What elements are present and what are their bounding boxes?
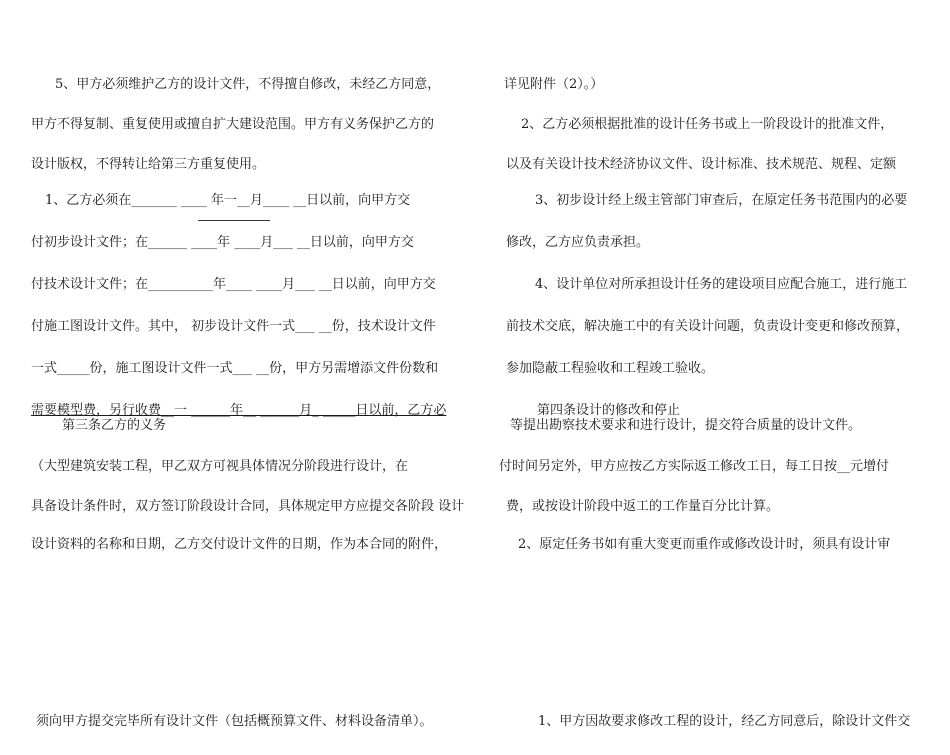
blank-underline [198, 220, 270, 221]
right-line-13: 2、原定任务书如有重大变更而重作或修改设计时，须具有设计审 [518, 537, 891, 552]
left-line-6: 付技术设计文件；在__________年____ ____月___ __日以前，向甲方交 [31, 277, 436, 292]
right-line-3: 以及有关设计技术经济协议文件、设计标准、技术规范、规程、定额 [506, 157, 897, 172]
right-line-7: 前技术交底，解决施工中的有关设计问题，负责设计变更和修改预算， [506, 319, 910, 334]
right-line-14: 1、甲方因故要求修改工程的设计，经乙方同意后，除设计文件交 [538, 714, 911, 729]
section-heading-4: 第四条设计的修改和停止 [537, 403, 681, 418]
left-line-5: 付初步设计文件；在______ ____年 ____月___ __日以前，向甲方交 [31, 235, 414, 250]
right-line-10: 等提出勘察技术要求和进行设计，提交符合质量的设计文件。 [510, 418, 862, 433]
left-line-13: 设计资料的名称和日期，乙方交付设计文件的日期，作为本合同的附件， [31, 537, 448, 552]
right-line-4: 3、初步设计经上级主管部门审查后，在原定任务书范围内的必要 [535, 193, 908, 208]
section-heading-3: 第三条乙方的义务 [62, 418, 167, 433]
right-line-5: 修改，乙方应负责承担。 [506, 235, 650, 250]
left-line-9: 需要模型费，另行收费__一 ______年__ ______月_ _____日以前，乙方必 [31, 403, 447, 418]
right-line-1: 详见附件（2）。） [504, 77, 604, 92]
left-line-4: 1、乙方必须在_______ ____ 年一__月____ __日以前，向甲方交 [45, 193, 411, 208]
right-line-12: 费，或按设计阶段中返工的工作量百分比计算。 [506, 499, 780, 514]
left-line-8: 一式_____份，施工图设计文件一式___ __份，甲方另需增添文件份数和 [31, 361, 439, 376]
right-line-8: 参加隐蔽工程验收和工程竣工验收。 [506, 361, 715, 376]
left-line-7: 付施工图设计文件。其中， 初步设计文件一式___ __份，技术设计文件 [31, 319, 436, 334]
right-line-11: 付时间另定外，甲方应按乙方实际返工修改工日，每工日按__元增付 [499, 459, 890, 474]
left-line-11: （大型建筑安装工程，甲乙双方可视具体情况分阶段进行设计，在 [31, 459, 409, 474]
right-line-6: 4、设计单位对所承担设计任务的建设项目应配合施工，进行施工 [535, 277, 908, 292]
left-line-3: 设计版权，不得转让给第三方重复使用。 [31, 157, 266, 172]
left-line-1: 5、甲方必须维护乙方的设计文件，不得擅自修改，未经乙方同意， [55, 77, 441, 92]
right-line-2: 2、乙方必须根据批准的设计任务书或上一阶段设计的批准文件， [521, 117, 894, 132]
left-line-2: 甲方不得复制、重复使用或擅自扩大建设范围。甲方有义务保护乙方的 [31, 117, 435, 132]
left-line-12: 具备设计条件时，双方签订阶段设计合同，具体规定甲方应提交各阶段 设计 [31, 499, 465, 514]
left-line-14: 须向甲方提交完毕所有设计文件（包括概预算文件、材料设备清单）。 [36, 714, 433, 729]
